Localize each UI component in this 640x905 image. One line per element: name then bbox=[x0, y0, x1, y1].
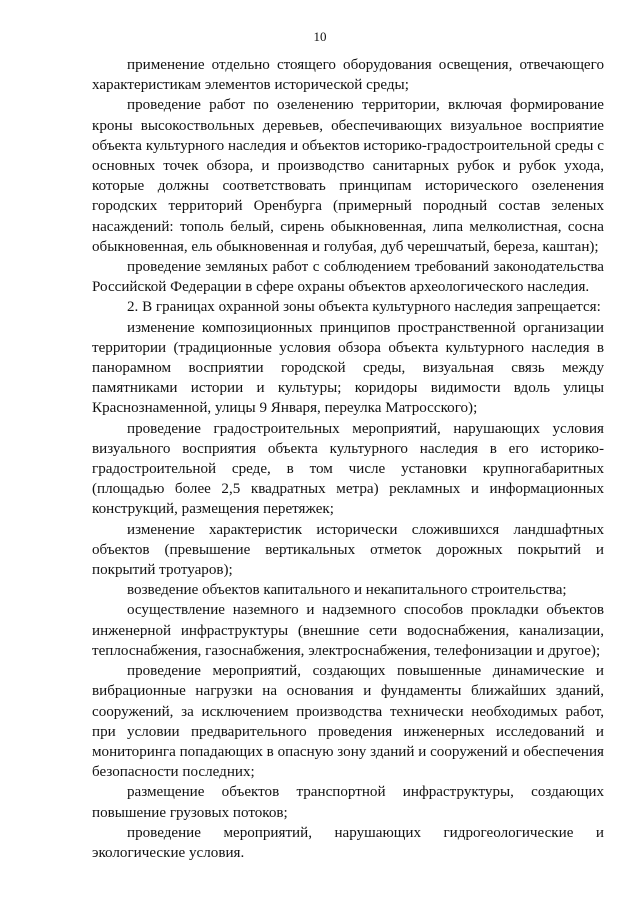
paragraph-prohibitions-heading: 2. В границах охранной зоны объекта культурного наследия запрещается: bbox=[127, 299, 601, 316]
paragraph-construction: возведение объектов капитального и некапитального строительства; bbox=[127, 582, 567, 599]
document-body bbox=[92, 55, 604, 863]
paragraph-urban-planning: проведение градостроительных мероприятий, нарушающих условия визуального восприятия объекта культурного наследия в его историко-градостроительной среде, в том числе установки крупногабаритных (площадью более 2,5 квадратных метра) рекламных и информационных конструкций, размещения перетяжек; bbox=[92, 420, 604, 518]
paragraph-earthworks: проведение земляных работ с соблюдением требований законодательства Российской Федерации в сфере охраны объектов археологического наследия. bbox=[92, 259, 604, 296]
paragraph-landscape-objects: изменение характеристик исторически сложившихся ландшафтных объектов (превышение вертикальных отметок дорожных покрытий и покрытий тротуаров); bbox=[92, 521, 604, 579]
paragraph-infrastructure: осуществление наземного и надземного способов прокладки объектов инженерной инфраструктуры (внешние сети водоснабжения, канализации, теплоснабжения, газоснабжения, электроснабжения, телефонизации и другое); bbox=[92, 602, 604, 659]
paragraph-lighting-equipment: применение отдельно стоящего оборудования освещения, отвечающего характеристикам элементов исторической среды; bbox=[92, 57, 604, 94]
page-number: 10 bbox=[313, 29, 327, 44]
paragraph-hydrogeology: проведение мероприятий, нарушающих гидрогеологические и экологические условия. bbox=[92, 824, 604, 861]
paragraph-landscaping: проведение работ по озеленению территории, включая формирование кроны высокоствольных деревьев, обеспечивающих визуальное восприятие объекта культурного наследия и объектов историко-градостроительной среды с основных точек обзора, и производство санитарных рубок и рубок ухода, которые должны соответствовать принципам исторического озеленения городских территорий Оренбурга (примерный породный состав зеленых насаждений: тополь белый, сирень обыкновенная, липа мелколистная, сосна обыкновенная, ель обыкновенная и голубая, дуб черешчатый, береза, каштан); bbox=[92, 97, 604, 255]
paragraph-composition-change: изменение композиционных принципов пространственной организации территории (традиционные условия обзора объекта культурного наследия в панорамном восприятии городской среды, визуальная связь между памятниками истории и культуры; коридоры видимости вдоль улицы Краснознаменной, улицы 9 Января, переулка Матросского); bbox=[92, 319, 604, 417]
paragraph-transport: размещение объектов транспортной инфраструктуры, создающих повышение грузовых потоков; bbox=[92, 784, 604, 821]
paragraph-vibration-loads: проведение мероприятий, создающих повышенные динамические и вибрационные нагрузки на основания и фундаменты ближайших зданий, сооружений, за исключением производства технически необходимых работ, при условии предварительного проведения инженерных исследований и мониторинга попадающих в опасную зону зданий и сооружений и обеспечения безопасности последних; bbox=[92, 663, 604, 781]
